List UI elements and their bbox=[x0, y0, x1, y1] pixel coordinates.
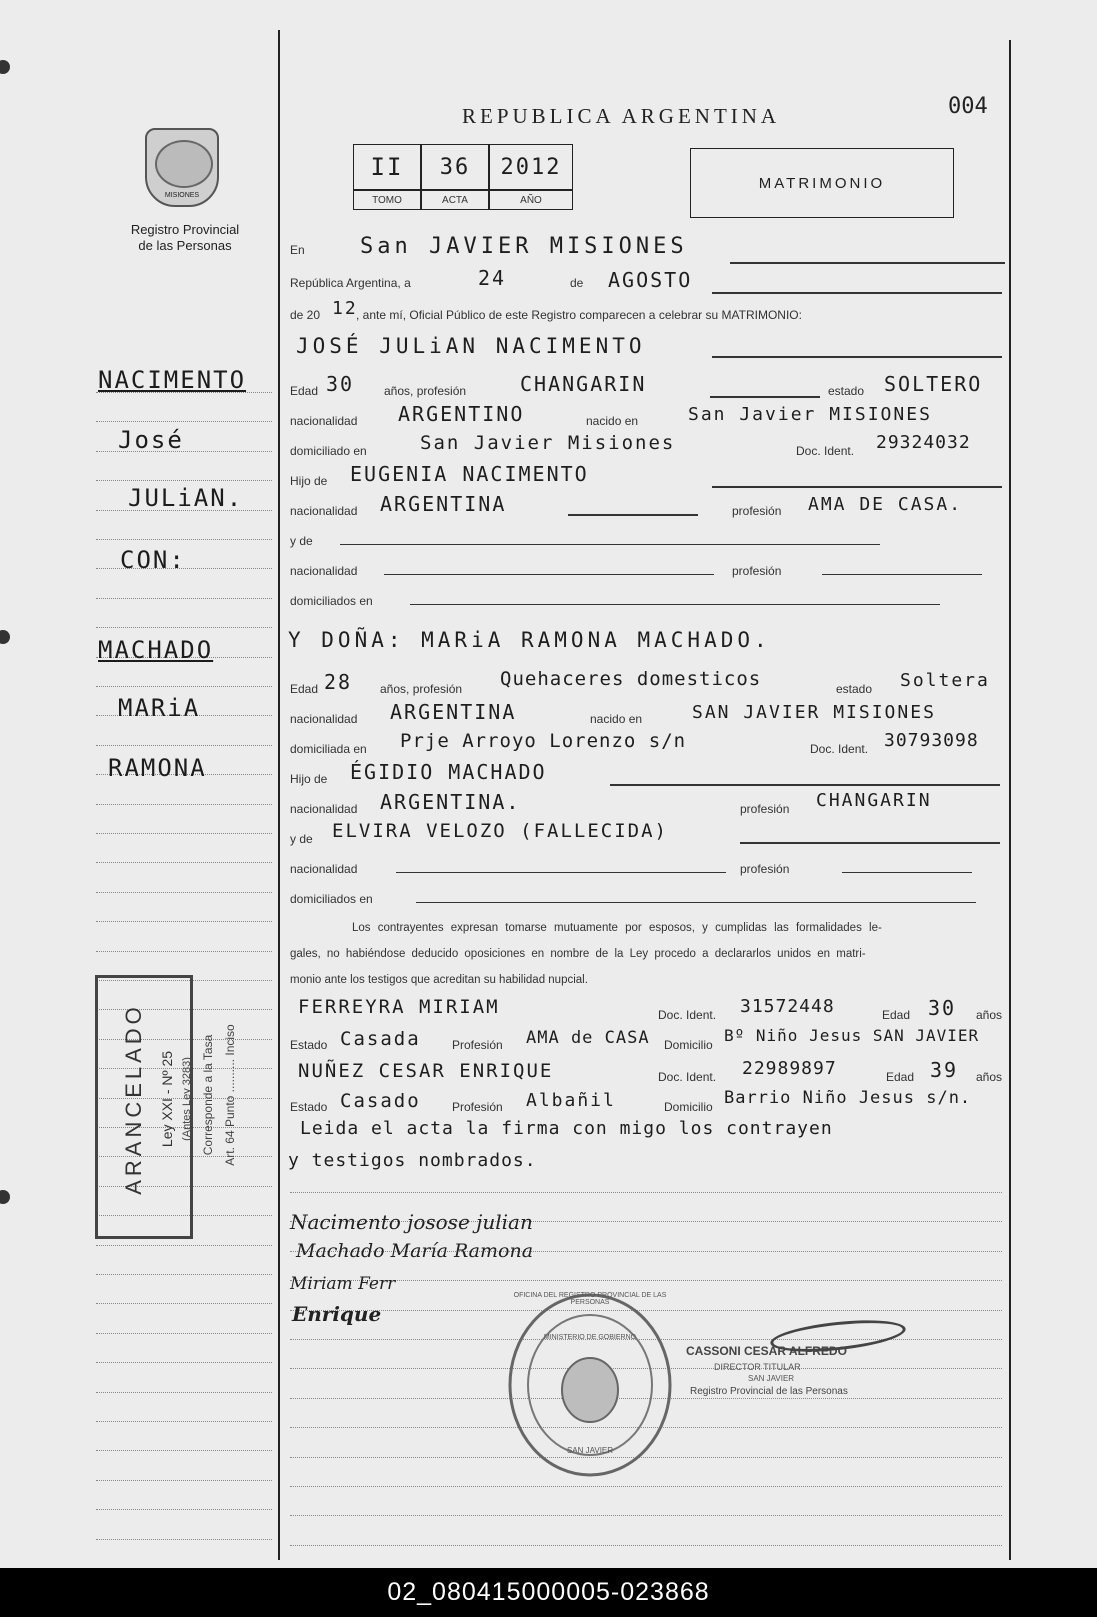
acta-value: 36 bbox=[421, 144, 489, 190]
fill-line bbox=[822, 574, 982, 575]
ruling-line bbox=[96, 1392, 272, 1393]
seal-outer-text: OFICINA DEL REGISTRO PROVINCIAL DE LAS PERSONAS bbox=[513, 1292, 667, 1306]
bride-father-profession: CHANGARIN bbox=[816, 790, 932, 811]
left-middlename-bride: RAMONA bbox=[108, 754, 207, 782]
profesion-label: profesión bbox=[740, 862, 790, 876]
fill-line bbox=[384, 574, 714, 575]
declaration-line2: gales, no habiéndose deducido oposiciones en nombre de la Ley procedo a declararlos unidos en matri- bbox=[290, 948, 866, 960]
doc-ident-label: Doc. Ident. bbox=[796, 444, 855, 458]
seal-bottom-text: SAN JAVIER bbox=[566, 1446, 614, 1455]
anos-label: años bbox=[976, 1008, 1003, 1022]
witness2-address: Barrio Niño Jesus s/n. bbox=[724, 1088, 972, 1108]
bride-profession: Quehaceres domesticos bbox=[500, 668, 762, 690]
closing-line1: Leida el acta la firma con migo los contrayen bbox=[300, 1118, 833, 1139]
ruling-line bbox=[96, 804, 272, 805]
bride-status: Soltera bbox=[900, 670, 990, 691]
ruling-line bbox=[96, 921, 272, 922]
declaration-line1: Los contrayentes expresan tomarse mutuamente por esposos, y cumplidas las formalidades le- bbox=[352, 922, 882, 934]
ruling-line bbox=[96, 951, 272, 952]
nacionalidad-label: nacionalidad bbox=[290, 712, 358, 726]
bride-father-nationality: ARGENTINA. bbox=[380, 790, 521, 814]
groom-age: 30 bbox=[326, 372, 355, 396]
signature-witness1: Miriam Ferr bbox=[290, 1274, 396, 1294]
fill-line bbox=[740, 842, 1000, 844]
official-title: DIRECTOR TITULAR bbox=[714, 1362, 801, 1372]
binding-hole bbox=[0, 1190, 10, 1204]
witness2-age: 39 bbox=[930, 1058, 959, 1082]
fill-line bbox=[610, 784, 1000, 786]
ruling-line bbox=[96, 1245, 272, 1246]
ruling-line bbox=[96, 1480, 272, 1481]
registry-line2: de las Personas bbox=[138, 238, 232, 253]
bride-mother: ELVIRA VELOZO (FALLECIDA) bbox=[332, 820, 668, 842]
bride-nationality: ARGENTINA bbox=[390, 700, 517, 724]
nacionalidad-label: nacionalidad bbox=[290, 564, 358, 578]
groom-birthplace: San Javier MISIONES bbox=[688, 404, 932, 425]
day-value: 24 bbox=[478, 266, 507, 290]
logo-emblem-icon bbox=[155, 140, 213, 188]
fill-line bbox=[416, 902, 976, 903]
logo-text: MISIONES bbox=[164, 192, 200, 199]
republica-label: República Argentina, a bbox=[290, 276, 411, 290]
fill-line bbox=[410, 604, 940, 605]
left-firstname-groom: José bbox=[118, 426, 184, 454]
profesion-label: profesión bbox=[732, 564, 782, 578]
arancelado-law: Ley XXI - Nº 25 bbox=[159, 1050, 175, 1148]
witness1-profession: AMA de CASA bbox=[526, 1028, 650, 1048]
nacionalidad-label: nacionalidad bbox=[290, 862, 358, 876]
domiciliados-label: domiciliados en bbox=[290, 892, 373, 906]
arancelado-art: Art. 64 Punto bbox=[223, 1095, 237, 1166]
witness1-status: Casada bbox=[340, 1028, 421, 1050]
seal-inner-text: MINISTERIO DE GOBIERNO bbox=[543, 1334, 637, 1341]
witness1-address: Bº Niño Jesus SAN JAVIER bbox=[724, 1026, 980, 1045]
nacionalidad-label: nacionalidad bbox=[290, 414, 358, 428]
fill-line bbox=[842, 872, 972, 873]
arancelado-tasa: Corresponde a la Tasa bbox=[201, 1034, 215, 1156]
signature-groom: Nacimento josose julian bbox=[290, 1210, 533, 1234]
doc-ident-label: Doc. Ident. bbox=[658, 1008, 717, 1022]
tomo-label: TOMO bbox=[353, 190, 421, 210]
witness1-name: FERREYRA MIRIAM bbox=[298, 996, 500, 1018]
province-logo bbox=[145, 128, 219, 207]
official-name: CASSONI CESAR ALFREDO bbox=[686, 1344, 847, 1358]
left-frame-line bbox=[278, 30, 280, 1560]
signature-bride: Machado María Ramona bbox=[296, 1240, 534, 1262]
bride-father: ÉGIDIO MACHADO bbox=[350, 760, 547, 784]
preamble: , ante mí, Oficial Público de este Registro comparecen a celebrar su MATRIMONIO: bbox=[356, 308, 802, 322]
ruling-line bbox=[96, 1509, 272, 1510]
nacionalidad-label: nacionalidad bbox=[290, 802, 358, 816]
estado-label: estado bbox=[836, 682, 873, 696]
ruling-line bbox=[96, 686, 272, 687]
groom-nationality: ARGENTINO bbox=[398, 402, 525, 426]
arancelado-title: ARANCELADO bbox=[121, 1003, 146, 1195]
domicilio-label: Domicilio bbox=[664, 1100, 713, 1114]
acta-label: ACTA bbox=[421, 190, 489, 210]
ruling-line bbox=[96, 627, 272, 628]
domicilio-label: Domicilio bbox=[664, 1038, 713, 1052]
ruling-line bbox=[290, 1515, 1002, 1516]
nacido-en-label: nacido en bbox=[590, 712, 643, 726]
right-frame-line bbox=[1009, 40, 1011, 1560]
witness2-status: Casado bbox=[340, 1090, 421, 1112]
edad-label: Edad bbox=[882, 1008, 911, 1022]
estado-label: Estado bbox=[290, 1038, 328, 1052]
bride-age: 28 bbox=[324, 670, 353, 694]
witness1-doc: 31572448 bbox=[740, 996, 835, 1017]
de-label: de bbox=[570, 276, 584, 290]
ruling-line bbox=[290, 1192, 1002, 1193]
nacido-en-label: nacido en bbox=[586, 414, 639, 428]
fill-line bbox=[712, 356, 1002, 358]
fill-line bbox=[712, 292, 1002, 294]
estado-label: estado bbox=[828, 384, 865, 398]
domiciliado-label: domiciliado en bbox=[290, 444, 367, 458]
place-value: San JAVIER MISIONES bbox=[360, 234, 688, 259]
left-surname-bride: MACHADO bbox=[98, 636, 214, 664]
ruling-line bbox=[96, 539, 272, 540]
closing-line2: y testigos nombrados. bbox=[288, 1150, 537, 1171]
left-con: CON: bbox=[120, 546, 186, 574]
ruling-line bbox=[96, 1450, 272, 1451]
ruling-line bbox=[96, 1303, 272, 1304]
ruling-line bbox=[290, 1280, 1002, 1281]
left-surname-groom: NACIMENTO bbox=[98, 366, 247, 394]
signature-witness2: Enrique bbox=[292, 1302, 382, 1326]
estado-label: Estado bbox=[290, 1100, 328, 1114]
witness1-age: 30 bbox=[928, 996, 957, 1020]
witness2-doc: 22989897 bbox=[742, 1058, 837, 1079]
doc-ident-label: Doc. Ident. bbox=[658, 1070, 717, 1084]
anos-label: años bbox=[976, 1070, 1003, 1084]
fill-line bbox=[396, 872, 726, 873]
groom-parent-profession: AMA DE CASA. bbox=[808, 494, 963, 515]
year-prefix: de 20 bbox=[290, 308, 321, 322]
groom-status: SOLTERO bbox=[884, 372, 983, 396]
declaration-line3: monio ante los testigos que acreditan su habilidad nupcial. bbox=[290, 974, 588, 986]
anos-profesion-label: años, profesión bbox=[380, 682, 463, 696]
edad-label: Edad bbox=[290, 384, 319, 398]
bride-address: Prje Arroyo Lorenzo s/n bbox=[400, 730, 687, 752]
domiciliados-label: domiciliados en bbox=[290, 594, 373, 608]
ruling-line bbox=[290, 1545, 1002, 1546]
ano-label: AÑO bbox=[489, 190, 573, 210]
ruling-line bbox=[96, 1539, 272, 1540]
nacionalidad-label: nacionalidad bbox=[290, 504, 358, 518]
bride-intro: Y DOÑA: MARiA RAMONA MACHADO. bbox=[288, 628, 771, 652]
registry-line1: Registro Provincial bbox=[130, 222, 240, 237]
y-de-label: y de bbox=[290, 832, 313, 846]
en-label: En bbox=[290, 243, 305, 257]
binding-hole bbox=[0, 60, 10, 74]
ruling-line bbox=[96, 480, 272, 481]
record-type-box: MATRIMONIO bbox=[690, 148, 954, 218]
groom-profession: CHANGARIN bbox=[520, 372, 647, 396]
arancelado-stamp: ARANCELADO Ley XXI - Nº 25 (Antes Ley 3283) Corresponde a la Tasa Art. 64 Punto .......... Inciso bbox=[95, 975, 235, 1235]
profesion-label: profesión bbox=[740, 802, 790, 816]
fill-line bbox=[340, 544, 880, 545]
groom-name: JOSÉ JULiAN NACIMENTO bbox=[296, 334, 646, 358]
anos-profesion-label: años, profesión bbox=[384, 384, 467, 398]
groom-parent-nationality: ARGENTINA bbox=[380, 492, 507, 516]
domiciliada-label: domiciliada en bbox=[290, 742, 367, 756]
left-firstname-bride: MARiA bbox=[118, 694, 201, 722]
image-code-footer: 02_080415000005-023868 bbox=[387, 1578, 710, 1606]
hijo-de-label: Hijo de bbox=[290, 474, 328, 488]
ruling-line bbox=[96, 1421, 272, 1422]
edad-label: Edad bbox=[290, 682, 319, 696]
bride-doc: 30793098 bbox=[884, 730, 979, 751]
fill-line bbox=[568, 514, 698, 516]
folio-number: 004 bbox=[948, 94, 988, 119]
month-value: AGOSTO bbox=[608, 268, 693, 292]
tomo-value: II bbox=[353, 144, 421, 190]
ruling-line bbox=[96, 892, 272, 893]
country-title: REPUBLICA ARGENTINA bbox=[462, 104, 781, 128]
fill-line bbox=[730, 262, 1005, 264]
doc-ident-label: Doc. Ident. bbox=[810, 742, 869, 756]
ruling-line bbox=[96, 833, 272, 834]
ruling-line bbox=[96, 598, 272, 599]
groom-parent: EUGENIA NACIMENTO bbox=[350, 462, 589, 486]
arancelado-prev-law: (Antes Ley 3283) bbox=[181, 1057, 193, 1141]
profesion-label: profesión bbox=[732, 504, 782, 518]
ruling-line bbox=[96, 1333, 272, 1334]
fill-line bbox=[712, 486, 1002, 488]
y-de-label: y de bbox=[290, 534, 313, 548]
arancelado-inciso: Inciso bbox=[223, 1024, 237, 1056]
witness2-name: NUÑEZ CESAR ENRIQUE bbox=[298, 1060, 554, 1082]
round-seal bbox=[505, 1290, 675, 1480]
groom-doc: 29324032 bbox=[876, 432, 971, 453]
witness2-profession: Albañil bbox=[526, 1090, 616, 1111]
official-registry: Registro Provincial de las Personas bbox=[690, 1386, 848, 1397]
profesion-label: Profesión bbox=[452, 1038, 503, 1052]
year-suffix: 12 bbox=[332, 298, 358, 319]
fill-line bbox=[710, 396, 820, 398]
bride-birthplace: SAN JAVIER MISIONES bbox=[692, 702, 936, 723]
binding-hole bbox=[0, 630, 10, 644]
edad-label: Edad bbox=[886, 1070, 915, 1084]
hijo-de-label: Hijo de bbox=[290, 772, 328, 786]
registry-name bbox=[100, 222, 270, 254]
ruling-line bbox=[96, 745, 272, 746]
ruling-line bbox=[96, 421, 272, 422]
ruling-line bbox=[290, 1486, 1002, 1487]
ruling-line bbox=[96, 862, 272, 863]
official-place: SAN JAVIER bbox=[748, 1374, 795, 1383]
groom-address: San Javier Misiones bbox=[420, 432, 676, 454]
ruling-line bbox=[96, 1274, 272, 1275]
ano-value: 2012 bbox=[489, 144, 573, 190]
left-middlename-groom: JULiAN. bbox=[128, 484, 244, 512]
ruling-line bbox=[96, 1362, 272, 1363]
profesion-label: Profesión bbox=[452, 1100, 503, 1114]
